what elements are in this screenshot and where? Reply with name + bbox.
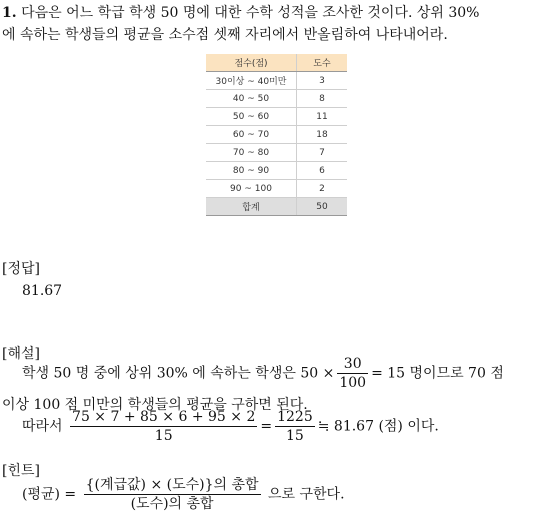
fraction-denominator: 100 [339, 375, 367, 391]
fraction-numerator: 1225 [277, 409, 313, 425]
fraction-numerator: 30 [337, 356, 368, 374]
frequency-table [206, 54, 347, 216]
table-row [206, 108, 347, 126]
table-row [206, 162, 347, 180]
hint-text-pre: (평균) = [22, 486, 77, 503]
cell-total-value: 50 [297, 198, 348, 216]
cell-frequency: 18 [297, 126, 348, 144]
explanation-label: [해설] [2, 346, 40, 362]
question-line-2: 에 속하는 학생들의 평균을 소수점 셋째 자리에서 반올림하여 나타내어라. [2, 27, 448, 43]
explanation-line-1 [22, 356, 504, 391]
cell-score: 60 ~ 70 [206, 126, 297, 144]
question-line-1 [2, 2, 480, 22]
frequency-table-wrap [206, 54, 347, 216]
hint-line [22, 477, 345, 512]
header-score: 점수(점) [206, 54, 297, 72]
cell-score: 40 ~ 50 [206, 90, 297, 108]
fraction-1225-over-15 [275, 409, 315, 444]
cell-score: 70 ~ 80 [206, 144, 297, 162]
cell-score: 90 ~ 100 [206, 180, 297, 198]
cell-frequency: 2 [297, 180, 348, 198]
cell-frequency: 11 [297, 108, 348, 126]
cell-frequency: 3 [297, 72, 348, 90]
cell-frequency: 8 [297, 90, 348, 108]
hint-label: [힌트] [2, 463, 40, 479]
cell-frequency: 7 [297, 144, 348, 162]
fraction-numerator: 75 × 7 + 85 × 6 + 95 × 2 [72, 409, 256, 425]
fraction-30-over-100 [337, 356, 368, 391]
answer-value: 81.67 [22, 283, 63, 299]
fraction-denominator: (도수)의 총합 [130, 496, 214, 512]
explanation-text-3a: 따라서 [22, 418, 63, 435]
question-text-1: 다음은 어느 학급 학생 50 명에 대한 수학 성적을 조사한 것이다. 상위 30% [21, 5, 480, 21]
explanation-line-3 [22, 409, 439, 444]
equals-sign: = [260, 418, 273, 435]
explanation-line-2: 이상 100 점 미만의 학생들의 평균을 구하면 된다. [2, 397, 308, 413]
fraction-weighted-sum [70, 409, 257, 444]
table-row [206, 72, 347, 90]
table-row [206, 144, 347, 162]
cell-total-label: 합계 [206, 198, 297, 216]
fraction-denominator: 15 [154, 428, 173, 444]
table-header-row [206, 54, 347, 72]
explanation-text-1a: 학생 50 명 중에 상위 30% 에 속하는 학생은 50 × [22, 365, 335, 382]
cell-score: 80 ~ 90 [206, 162, 297, 180]
cell-score: 30이상 ~ 40미만 [206, 72, 297, 90]
answer-label: [정답] [2, 261, 40, 277]
fraction-mean-formula [84, 477, 261, 512]
explanation-text-1b: = 15 명이므로 70 점 [371, 365, 504, 382]
cell-frequency: 6 [297, 162, 348, 180]
cell-score: 50 ~ 60 [206, 108, 297, 126]
table-total-row [206, 198, 347, 216]
header-frequency: 도수 [297, 54, 348, 72]
hint-text-post: 으로 구한다. [268, 486, 345, 503]
fraction-denominator: 15 [286, 428, 304, 444]
table-row [206, 180, 347, 198]
table-row [206, 90, 347, 108]
table-row [206, 126, 347, 144]
question-number: 1. [2, 5, 17, 21]
explanation-text-3b: ≒ 81.67 (점) 이다. [317, 418, 439, 435]
fraction-numerator: {(계급값) × (도수)}의 총합 [85, 477, 259, 493]
